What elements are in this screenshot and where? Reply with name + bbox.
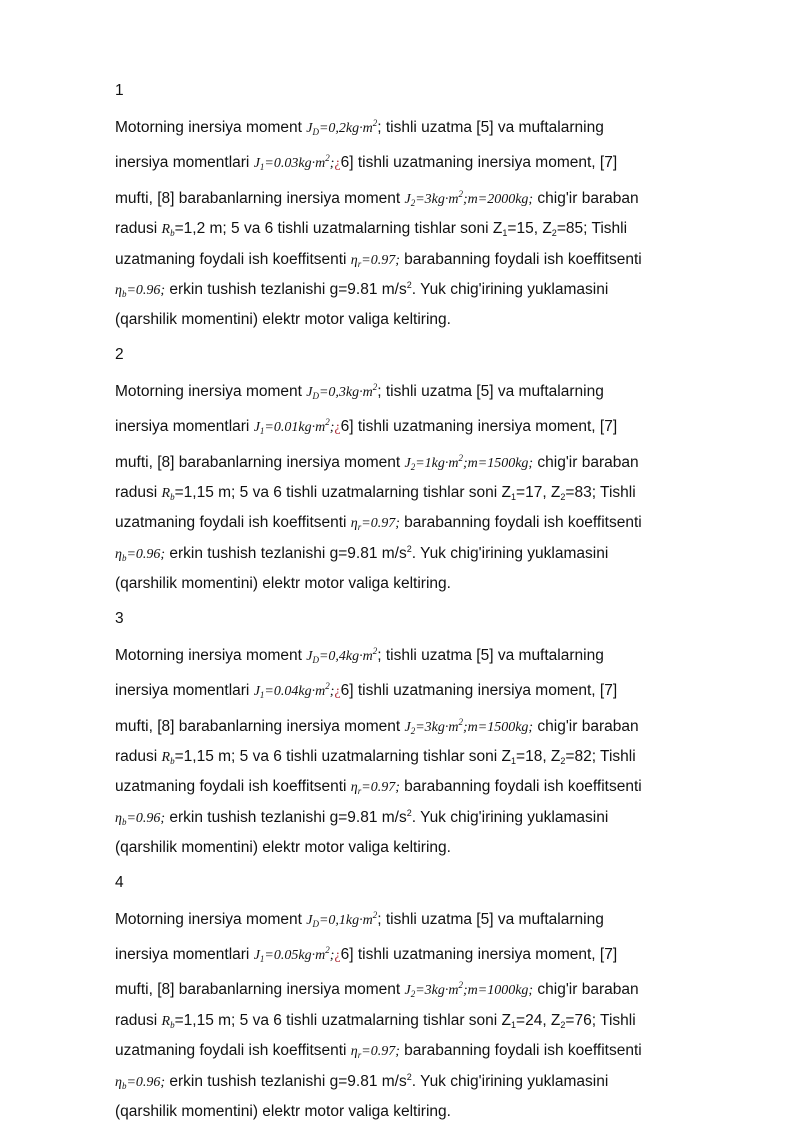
text-line: inersiya momentlari $J_1=0.05kg\cdot m^2;¿6$] tishli uzatmaning inersiya moment, [7]: [115, 944, 618, 964]
formula-eta-b: $\eta_b=0.96$;: [115, 546, 166, 563]
text-line: inersiya momentlari $J_1=0.01kg\cdot m^2;¿6$] tishli uzatmaning inersiya moment, [7]: [115, 417, 618, 437]
text-line: uzatmaning foydali ish koeffitsenti $\eta_r=0.97$; barabanning foydali ish koeffitsenti: [115, 514, 642, 533]
formula-rb: $R_b$: [161, 1013, 175, 1030]
formula-eta-b: $\eta_b=0.96$;: [115, 810, 166, 827]
problem-text: [115, 902, 755, 1126]
text-line: $\eta_b=0.96$; erkin tushish tezlanishi g=9.81 $m/s^2$. Yuk chig'irining yuklamasini: [115, 1071, 609, 1091]
problem-number: 3: [115, 609, 124, 627]
formula-j2: $J_2=3kg\cdot m^2;m=2000kg$;: [404, 188, 534, 208]
text-line: radusi $R_b=1,15$ m; 5 va 6 tishli uzatmalarning tishlar soni $Z_1=18$, $Z_2=82$; Tishli: [115, 747, 636, 766]
formula-j2: $J_2=3kg\cdot m^2;m=1500kg$;: [404, 716, 534, 736]
text-line: (qarshilik momentini) elektr motor valiga keltiring.: [115, 839, 451, 857]
problem-text: [115, 374, 755, 598]
formula-j1: $J_1=0.01kg\cdot m^2;¿6$]: [253, 417, 354, 437]
problem-text: [115, 638, 755, 862]
problem-2: [115, 342, 755, 598]
formula-eta-b: $\eta_b=0.96$;: [115, 283, 166, 300]
formula-j1: $J_1=0.03kg\cdot m^2;¿6$]: [253, 153, 354, 173]
formula-rb: $R_b$: [161, 486, 175, 503]
formula-jd: $J_D=0,2kg\cdot m^2$: [306, 118, 378, 137]
problem-3: [115, 606, 755, 862]
formula-j2: $J_2=1kg\cdot m^2;m=1500kg$;: [404, 452, 534, 472]
text-line: uzatmaning foydali ish koeffitsenti $\eta_r=0.97$; barabanning foydali ish koeffitsenti: [115, 1042, 642, 1061]
formula-eta-r: $\eta_r=0.97$;: [350, 1044, 400, 1061]
formula-j1: $J_1=0.05kg\cdot m^2;¿6$]: [253, 944, 354, 964]
problem-number: 2: [115, 345, 124, 363]
problem-text: [115, 110, 755, 334]
formula-eta-r: $\eta_r=0.97$;: [350, 780, 400, 797]
text-line: (qarshilik momentini) elektr motor valiga keltiring.: [115, 311, 451, 329]
text-line: (qarshilik momentini) elektr motor valiga keltiring.: [115, 575, 451, 593]
document-page: [115, 70, 755, 1131]
formula-eta-r: $\eta_r=0.97$;: [350, 516, 400, 533]
text-line: mufti, [8] barabanlarning inersiya moment $J_2=3kg\cdot m^2;m=1000kg$; chig'ir baraban: [115, 980, 639, 1000]
problem-number: 1: [115, 82, 124, 99]
text-line: uzatmaning foydali ish koeffitsenti $\eta_r=0.97$; barabanning foydali ish koeffitsenti: [115, 778, 642, 797]
text-line: radusi $R_b=1,2$ m; 5 va 6 tishli uzatmalarning tishlar soni $Z_1=15$, $Z_2=85$; Tishli: [115, 220, 628, 239]
text-line: radusi $R_b=1,15$ m; 5 va 6 tishli uzatmalarning tishlar soni $Z_1=17$, $Z_2=83$; Tishli: [115, 484, 636, 503]
problem-1: [115, 78, 755, 334]
text-line: Motorning inersiya moment $J_D=0,3kg\cdot m^2$; tishli uzatma [5] va muftalarning: [115, 381, 604, 401]
text-line: inersiya momentlari $J_1=0.04kg\cdot m^2;¿6$] tishli uzatmaning inersiya moment, [7]: [115, 681, 618, 701]
text-line: Motorning inersiya moment $J_D=0,4kg\cdot m^2$; tishli uzatma [5] va muftalarning: [115, 645, 604, 665]
text-line: mufti, [8] barabanlarning inersiya moment $J_2=3kg\cdot m^2;m=1500kg$; chig'ir baraban: [115, 716, 639, 736]
formula-j2: $J_2=3kg\cdot m^2;m=1000kg$;: [404, 980, 534, 1000]
problem-number: 4: [115, 873, 124, 891]
text-line: $\eta_b=0.96$; erkin tushish tezlanishi g=9.81 $m/s^2$. Yuk chig'irining yuklamasini: [115, 543, 609, 563]
text-line: mufti, [8] barabanlarning inersiya moment $J_2=3kg\cdot m^2;m=2000kg$; chig'ir baraban: [115, 188, 639, 208]
text-line: $\eta_b=0.96$; erkin tushish tezlanishi g=9.81 $m/s^2$. Yuk chig'irining yuklamasini: [115, 807, 609, 827]
text-line: radusi $R_b=1,15$ m; 5 va 6 tishli uzatmalarning tishlar soni $Z_1=24$, $Z_2=76$; Tishli: [115, 1011, 636, 1030]
formula-eta-r: $\eta_r=0.97$;: [350, 252, 400, 269]
formula-rb: $R_b$: [161, 222, 175, 239]
formula-eta-b: $\eta_b=0.96$;: [115, 1074, 166, 1091]
text-line: $\eta_b=0.96$; erkin tushish tezlanishi g=9.81 $m/s^2$. Yuk chig'irining yuklamasini: [115, 280, 609, 300]
formula-j1: $J_1=0.04kg\cdot m^2;¿6$]: [253, 681, 354, 701]
text-line: Motorning inersiya moment $J_D=0,1kg\cdot m^2$; tishli uzatma [5] va muftalarning: [115, 909, 604, 929]
text-line: Motorning inersiya moment $J_D=0,2kg\cdot m^2$; tishli uzatma [5] va muftalarning: [115, 118, 604, 137]
text-line: uzatmaning foydali ish koeffitsenti $\eta_r=0.97$; barabanning foydali ish koeffitsenti: [115, 250, 642, 269]
formula-jd: $J_D=0,4kg\cdot m^2$: [306, 645, 378, 665]
text-line: (qarshilik momentini) elektr motor valiga keltiring.: [115, 1102, 451, 1120]
text-line: inersiya momentlari $J_1=0.03kg\cdot m^2;¿6$] tishli uzatmaning inersiya moment, [7]: [115, 153, 618, 173]
problem-4: [115, 870, 755, 1126]
text-line: mufti, [8] barabanlarning inersiya moment $J_2=1kg\cdot m^2;m=1500kg$; chig'ir baraban: [115, 452, 639, 472]
formula-rb: $R_b$: [161, 749, 175, 766]
formula-jd: $J_D=0,1kg\cdot m^2$: [306, 909, 378, 929]
formula-jd: $J_D=0,3kg\cdot m^2$: [306, 381, 378, 401]
